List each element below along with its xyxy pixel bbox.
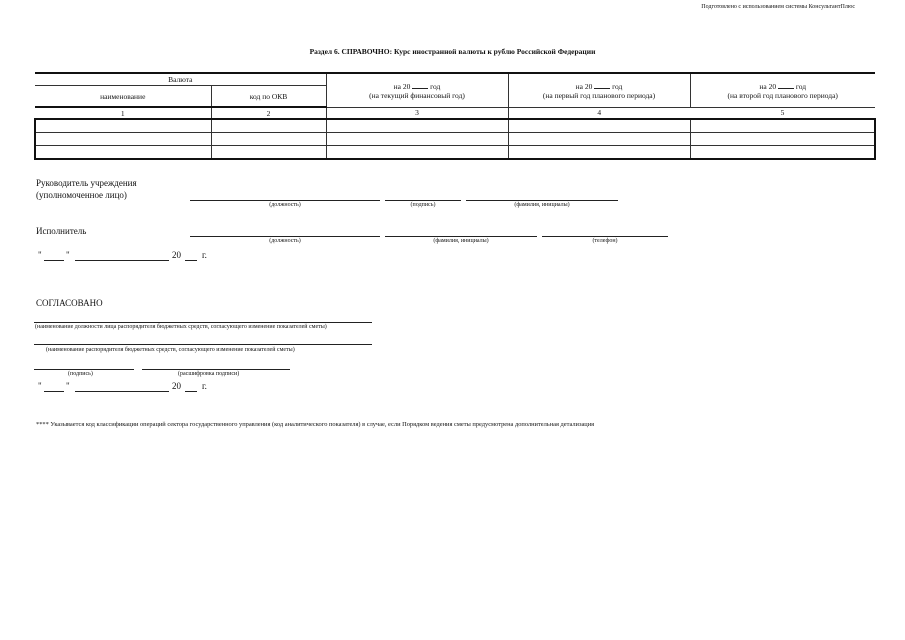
- head-label: Руководитель учреждения: [36, 178, 137, 188]
- phone-line: [542, 236, 668, 237]
- col-number: 2: [211, 107, 326, 119]
- source-note: Подготовлено с использованием системы КонсультантПлюс: [701, 4, 855, 10]
- section-title: Раздел 6. СПРАВОЧНО: Курс иностранной валюты к рублю Российской Федерации: [309, 47, 596, 56]
- approval-caption-2: (наименование распорядителя бюджетных средств, согласующего изменение показателей сметы): [46, 347, 295, 353]
- date-quote-close: ": [66, 381, 70, 391]
- year-prefix: 20: [172, 250, 181, 260]
- month-line: [75, 391, 169, 392]
- year-line: [185, 391, 197, 392]
- year-prefix: 20: [172, 381, 181, 391]
- executor-label: Исполнитель: [36, 226, 87, 236]
- col4-header: на 20 год (на первый год планового периода): [508, 73, 690, 107]
- code-col-header: код по ОКВ: [211, 86, 326, 108]
- position-caption: (должность): [269, 238, 301, 244]
- table-row: [35, 146, 875, 160]
- head-sublabel: (уполномоченное лицо): [36, 190, 127, 200]
- date-quote-open: ": [38, 381, 42, 391]
- approval-label: СОГЛАСОВАНО: [36, 298, 103, 308]
- year-line: [185, 260, 197, 261]
- table-row: [35, 133, 875, 146]
- col-number: 5: [690, 107, 875, 119]
- approval-signature-caption: (подпись): [68, 371, 93, 377]
- col5-header: на 20 год (на второй год планового периода): [690, 73, 875, 107]
- signature-line: [385, 200, 461, 201]
- currency-rate-table: [34, 72, 876, 160]
- approval-position-line: [34, 322, 372, 323]
- fio-line: [385, 236, 537, 237]
- signature-caption: (подпись): [410, 202, 436, 208]
- approval-org-line: [34, 344, 372, 345]
- table-row: [35, 119, 875, 133]
- col-number: 1: [35, 107, 211, 119]
- approval-caption-1: (наименование должности лица распорядителя бюджетных средств, согласующего изменение показателей сметы): [35, 324, 327, 330]
- position-line: [190, 236, 380, 237]
- fio-caption: (фамилия, инициалы): [433, 238, 489, 244]
- approval-signature-line: [34, 369, 134, 370]
- month-line: [75, 260, 169, 261]
- date-quote-close: ": [66, 250, 70, 260]
- day-line: [44, 260, 64, 261]
- position-line: [190, 200, 380, 201]
- phone-caption: (телефон): [592, 238, 618, 244]
- currency-header: Валюта: [35, 73, 326, 86]
- approval-decode-caption: (расшифровка подписи): [178, 371, 240, 377]
- col3-header: на 20 год (на текущий финансовый год): [326, 73, 508, 107]
- name-col-header: наименование: [35, 86, 211, 108]
- fio-caption: (фамилия, инициалы): [514, 202, 570, 208]
- position-caption: (должность): [269, 202, 301, 208]
- col-number: 3: [326, 107, 508, 119]
- day-line: [44, 391, 64, 392]
- fio-line: [466, 200, 618, 201]
- approval-decode-line: [142, 369, 290, 370]
- col-number: 4: [508, 107, 690, 119]
- footnote: **** Указывается код классификации операций сектора государственного управления (код аналитического показателя) в случае, если Порядком ведения сметы предусмотрена дополнительная детализация: [36, 421, 595, 428]
- year-suffix: г.: [202, 381, 207, 391]
- year-suffix: г.: [202, 250, 207, 260]
- date-quote-open: ": [38, 250, 42, 260]
